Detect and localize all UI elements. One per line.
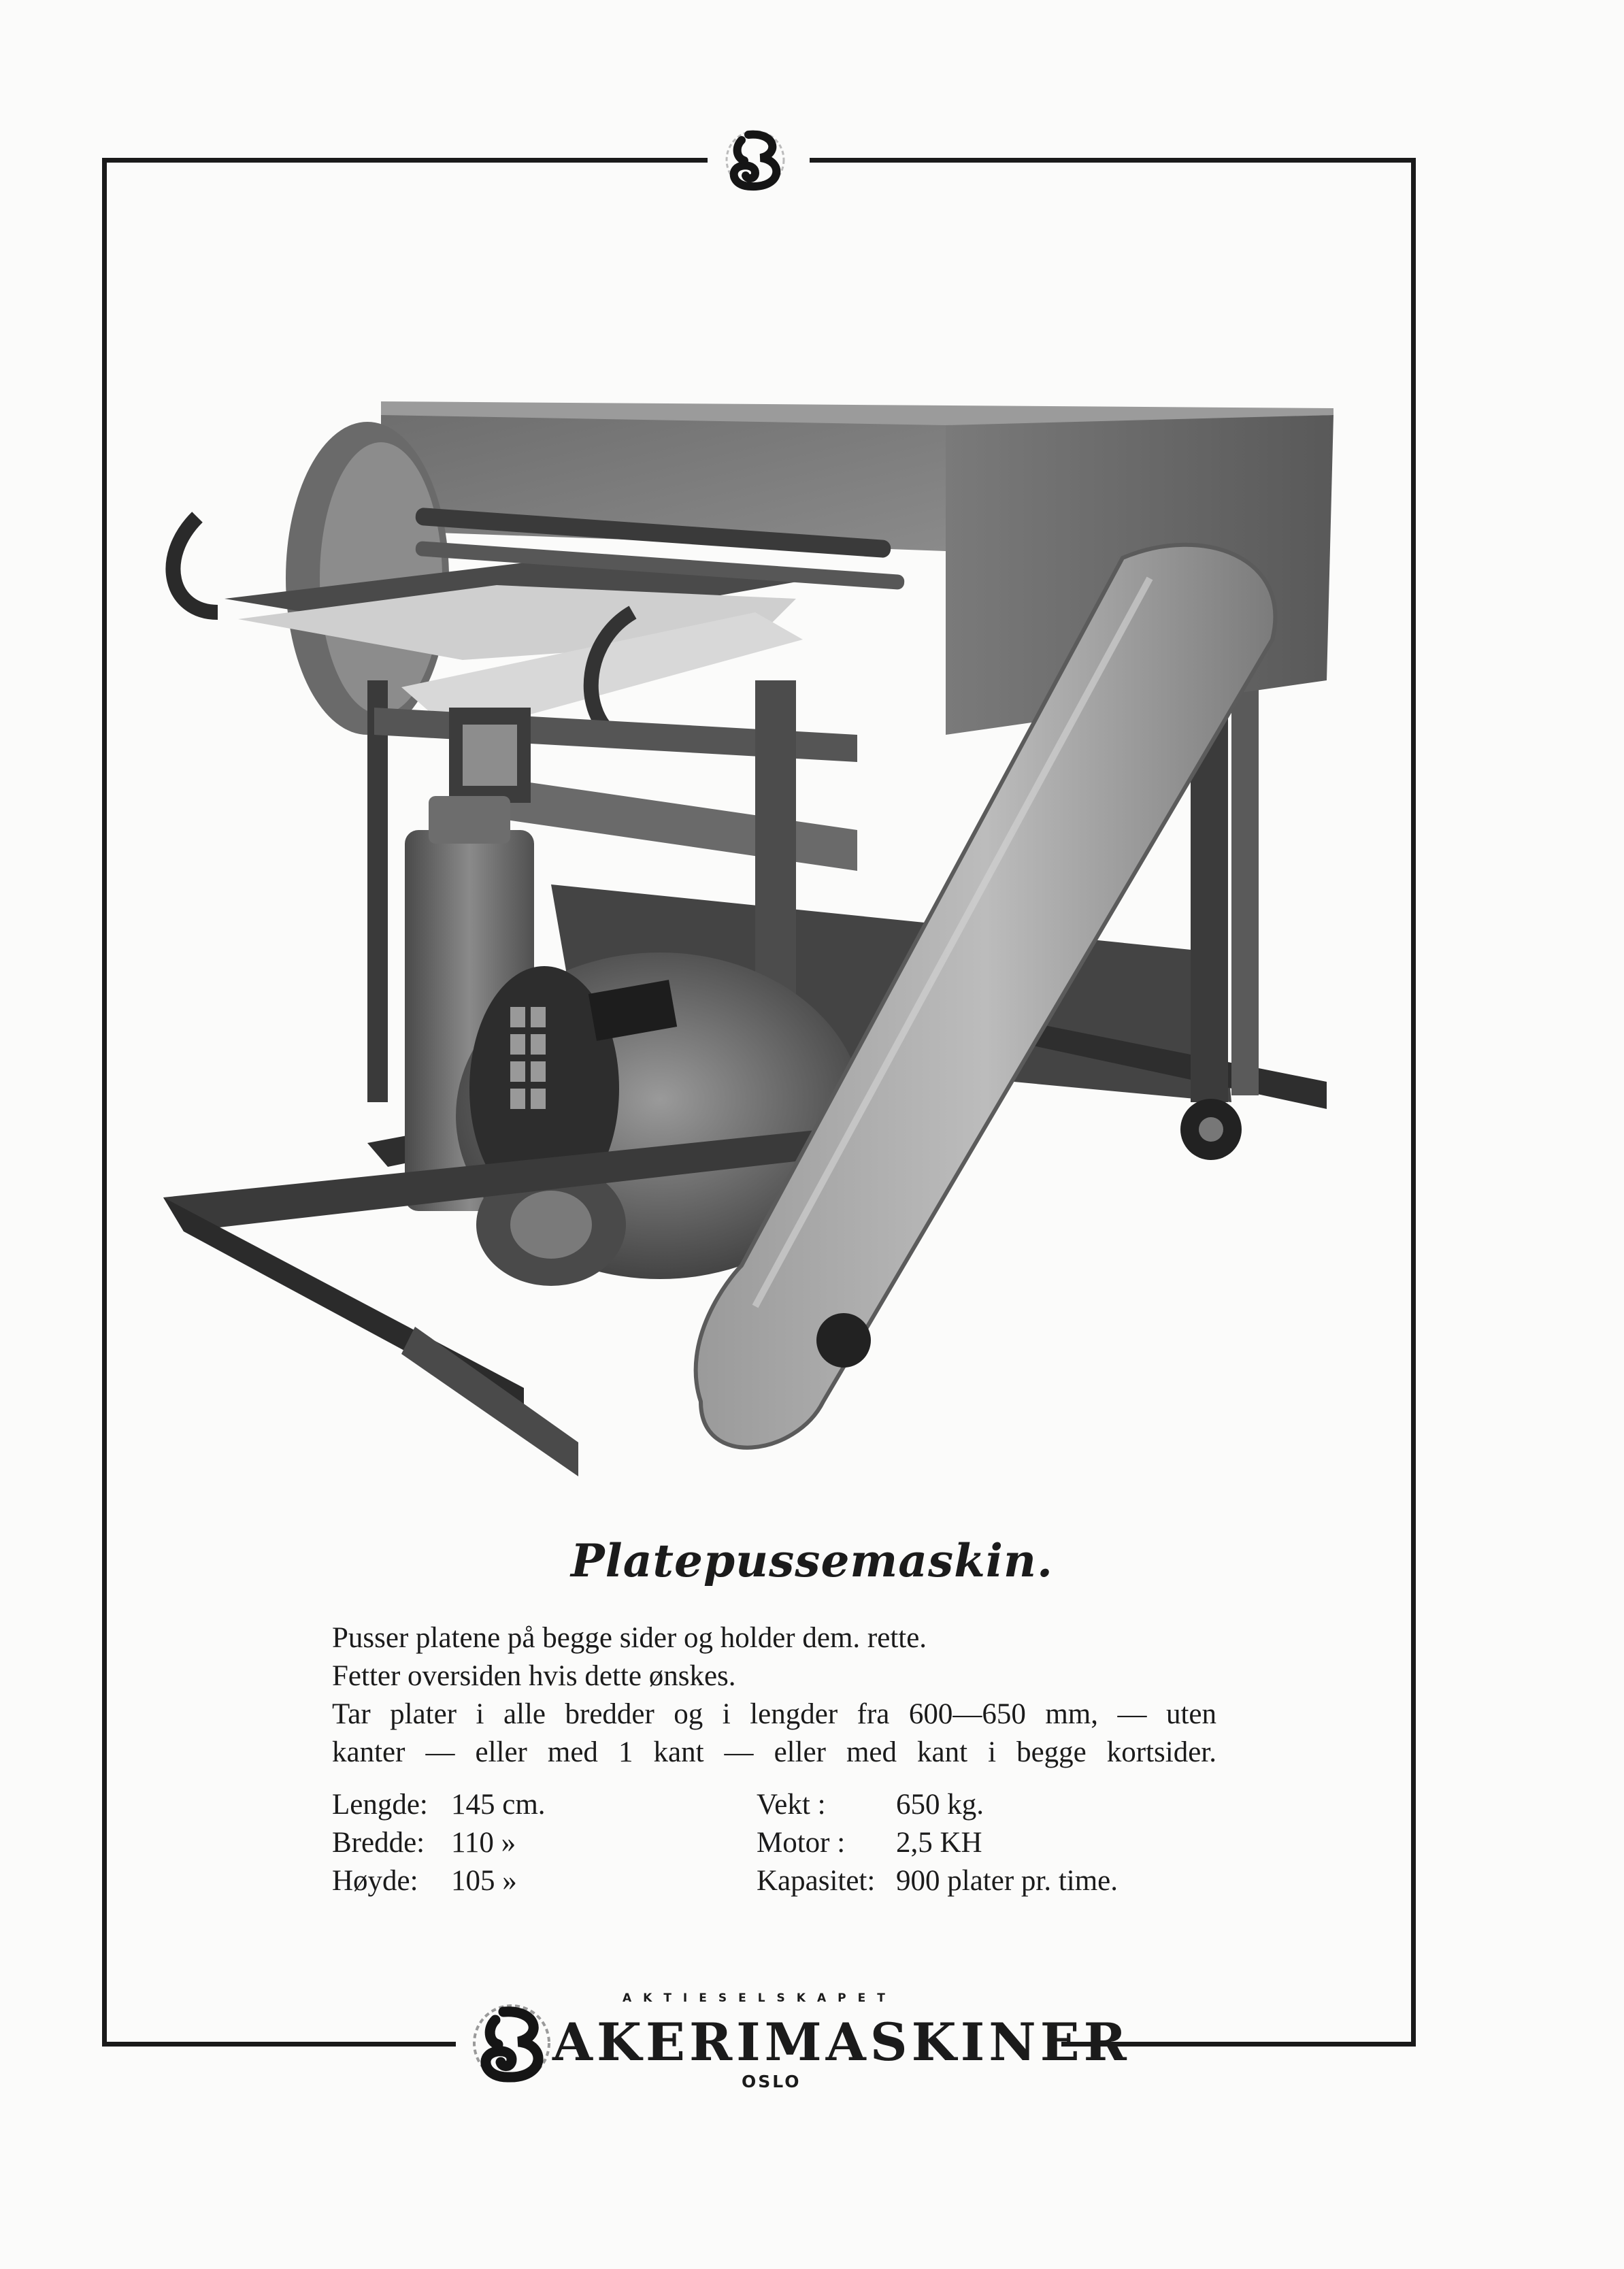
frame-left-line: [102, 158, 107, 2047]
spec-label: Lengde:: [332, 1789, 428, 1821]
spec-row: [332, 1862, 546, 1900]
description-line: Tar plater i alle bredder og i lengder fra 600—650 mm, — uten: [332, 1698, 1216, 1730]
frame-bottom-line-left: [102, 2042, 456, 2047]
company-name: AKERIMASKINER: [552, 2012, 1131, 2072]
spec-label: Kapasitet:: [757, 1865, 876, 1897]
description-block: [332, 1619, 1216, 1772]
spec-value: 145 cm.: [451, 1789, 546, 1821]
spec-value: 110 »: [451, 1827, 516, 1859]
specs-performance: [757, 1786, 1118, 1900]
spec-row: [757, 1824, 1118, 1862]
b-gear-logo-icon: [469, 1997, 561, 2089]
spec-label: Høyde:: [332, 1865, 418, 1897]
spec-value: 2,5 KH: [896, 1827, 982, 1859]
description-line: Fetter oversiden hvis dette ønskes.: [332, 1660, 736, 1692]
spec-row: [332, 1824, 546, 1862]
company-prefix: AKTIESELSKAPET: [623, 1991, 897, 2005]
spec-row: [757, 1786, 1118, 1824]
specs-dimensions: [332, 1786, 546, 1900]
description-line: Pusser platene på begge sider og holder dem. rette.: [332, 1622, 927, 1654]
b-gear-logo-icon: [721, 122, 796, 197]
spec-value: 650 kg.: [896, 1789, 984, 1821]
spec-row: [332, 1786, 546, 1824]
spec-label: Vekt :: [757, 1789, 826, 1821]
spec-label: Motor :: [757, 1827, 846, 1859]
machine-photo: [143, 354, 1415, 1504]
spec-label: Bredde:: [332, 1827, 425, 1859]
company-city: OSLO: [742, 2072, 801, 2091]
company-brand: [469, 1983, 1131, 2102]
spec-row: [757, 1862, 1118, 1900]
spec-value: 900 plater pr. time.: [896, 1865, 1118, 1897]
spec-value: 105 »: [451, 1865, 517, 1897]
description-line: kanter — eller med 1 kant — eller med kant i begge kortsider.: [332, 1736, 1216, 1768]
page-title: Platepussemaskin.: [571, 1534, 1053, 1587]
